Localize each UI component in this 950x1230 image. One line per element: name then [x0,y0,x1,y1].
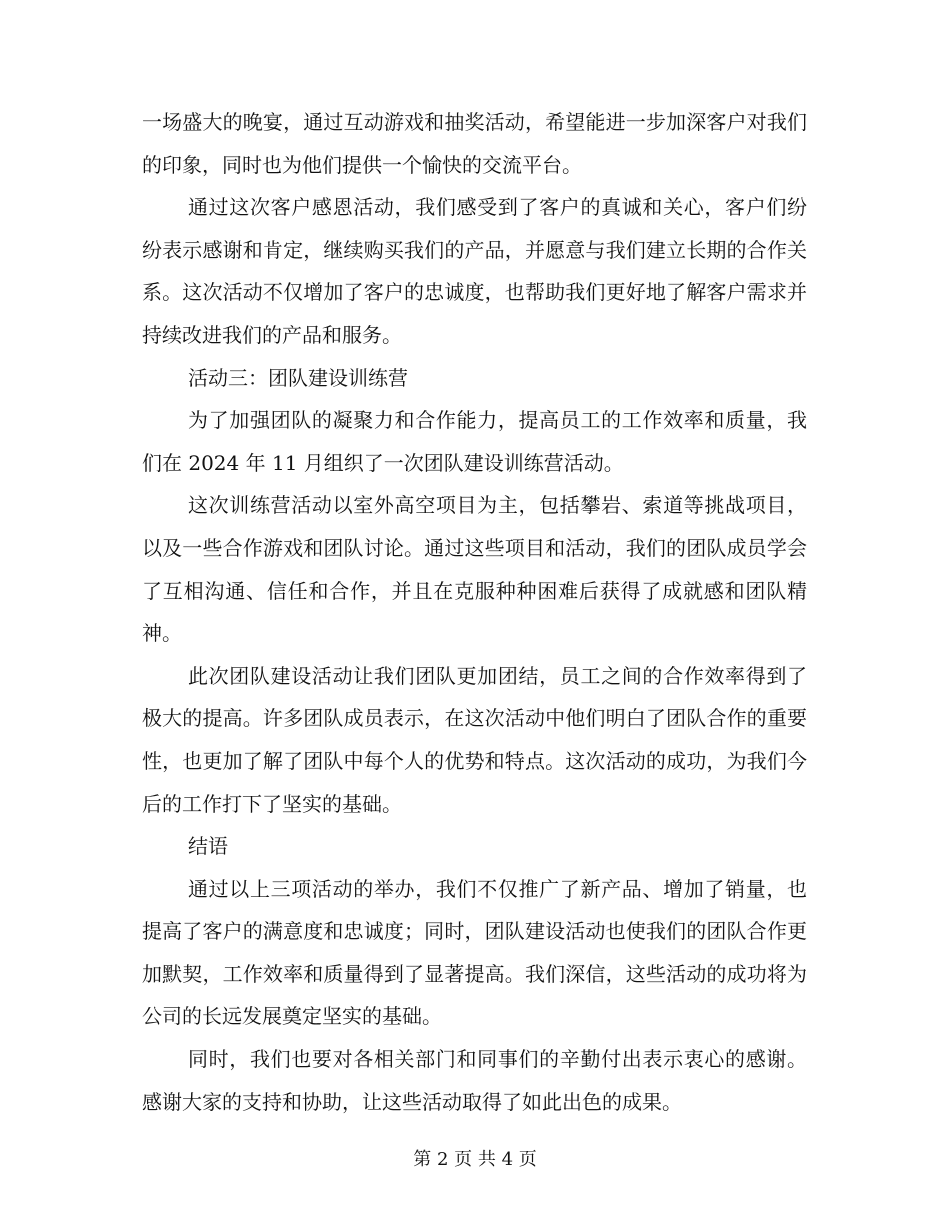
paragraph-continuation: 一场盛大的晚宴，通过互动游戏和抽奖活动，希望能进一步加深客户对我们的印象，同时也为他们提供一个愉快的交流平台。 [142,110,807,177]
paragraph: 通过这次客户感恩活动，我们感受到了客户的真诚和关心，客户们纷纷表示感谢和肯定，继续购买我们的产品，并愿意与我们建立长期的合作关系。这次活动不仅增加了客户的忠诚度，也帮助我们更好地了解客户需求并持续改进我们的产品和服务。 [142,195,807,347]
page-number-footer: 第 2 页 共 4 页 [413,1149,537,1170]
paragraph: 这次训练营活动以室外高空项目为主，包括攀岩、索道等挑战项目，以及一些合作游戏和团队讨论。通过这些项目和活动，我们的团队成员学会了互相沟通、信任和合作，并且在克服种种困难后获得了成就感和团队精神。 [142,493,807,646]
paragraph: 此次团队建设活动让我们团队更加团结，员工之间的合作效率得到了极大的提高。许多团队成员表示，在这次活动中他们明白了团队合作的重要性，也更加了解了团队中每个人的优势和特点。这次活动的成功，为我们今后的工作打下了坚实的基础。 [142,663,807,816]
document-body [142,101,807,1123]
section-heading: 结语 [188,834,228,859]
paragraph: 为了加强团队的凝聚力和合作能力，提高员工的工作效率和质量，我们在 2024 年 11 月组织了一次团队建设训练营活动。 [142,408,807,475]
section-heading: 活动三：团队建设训练营 [188,365,408,390]
paragraph: 同时，我们也要对各相关部门和同事们的辛勤付出表示衷心的感谢。感谢大家的支持和协助，让这些活动取得了如此出色的成果。 [142,1047,807,1114]
paragraph: 通过以上三项活动的举办，我们不仅推广了新产品、增加了销量，也提高了客户的满意度和忠诚度；同时，团队建设活动也使我们的团队合作更加默契，工作效率和质量得到了显著提高。我们深信，这些活动的成功将为公司的长远发展奠定坚实的基础。 [142,876,807,1029]
